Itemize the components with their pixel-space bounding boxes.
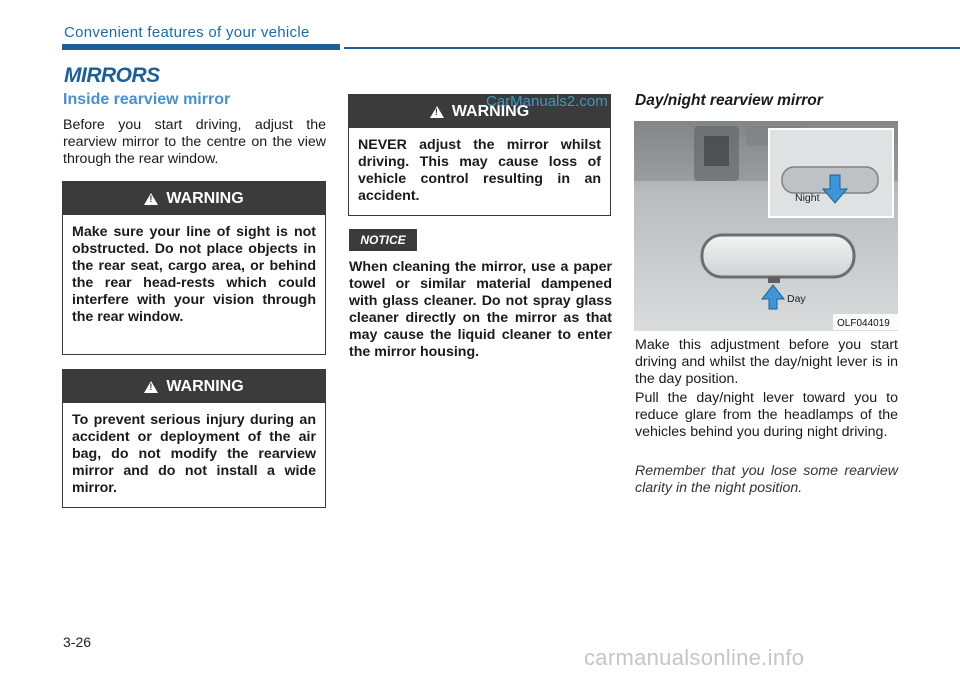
warning-box (62, 181, 326, 355)
footer-brand: carmanualsonline.info (584, 645, 805, 670)
warning-icon (144, 381, 158, 393)
header-title: Convenient features of your vehicle (64, 24, 310, 41)
warning-label: WARNING (451, 102, 530, 120)
figure-code: OLF044019 (837, 318, 890, 329)
warning-box (348, 94, 611, 216)
warning-text: To prevent serious injury during an accident or deployment of the air bag, do not modify the rearview mirror and do not install a wide mirror. (72, 412, 316, 496)
warning-text: NEVER adjust the mirror whilst driving. This may cause loss of vehicle control resulting in an accident. (358, 137, 601, 204)
notice-badge: NOTICE (349, 229, 417, 251)
warning-header (63, 182, 325, 215)
warning-header (63, 370, 325, 403)
label-night: Night (795, 192, 820, 204)
header-bar (62, 44, 340, 50)
subheading: Inside rearview mirror (63, 91, 231, 108)
header-rule (344, 47, 960, 49)
warning-icon (144, 193, 158, 205)
intro-paragraph: Before you start driving, adjust the rearview mirror to the centre on the view through the rear window. (63, 117, 326, 167)
paragraph: Pull the day/night lever toward you to reduce glare from the headlamps of the vehicles behind you during night driving. (635, 390, 898, 440)
warning-label: WARNING (166, 189, 244, 207)
warning-box (62, 369, 326, 508)
watermark: CarManuals2.com (486, 93, 608, 110)
label-day: Day (787, 293, 806, 305)
warning-icon (430, 106, 444, 118)
page-number: 3-26 (63, 634, 92, 650)
rearview-mirror (702, 235, 854, 277)
warning-text: Make sure your line of sight is not obstructed. Do not place objects in the rear seat, cargo area, or behind the rear head-rests which could interfere with your vision through the rear window. (72, 224, 316, 325)
notice-paragraph: When cleaning the mirror, use a paper towel or similar material dampened with glass cleaner. Do not spray glass cleaner directly on the mirror as that may cause the liquid cleaner to enter the mirror housing. (349, 259, 612, 360)
section-title: MIRRORS (64, 64, 160, 87)
warning-label: WARNING (166, 377, 244, 395)
paragraph: Make this adjustment before you start driving and whilst the day/night lever is in the day position. (635, 337, 898, 387)
figure-title: Day/night rearview mirror (635, 92, 823, 109)
italic-note: Remember that you lose some rearview clarity in the night position. (635, 463, 898, 496)
mirror-figure (634, 121, 898, 331)
